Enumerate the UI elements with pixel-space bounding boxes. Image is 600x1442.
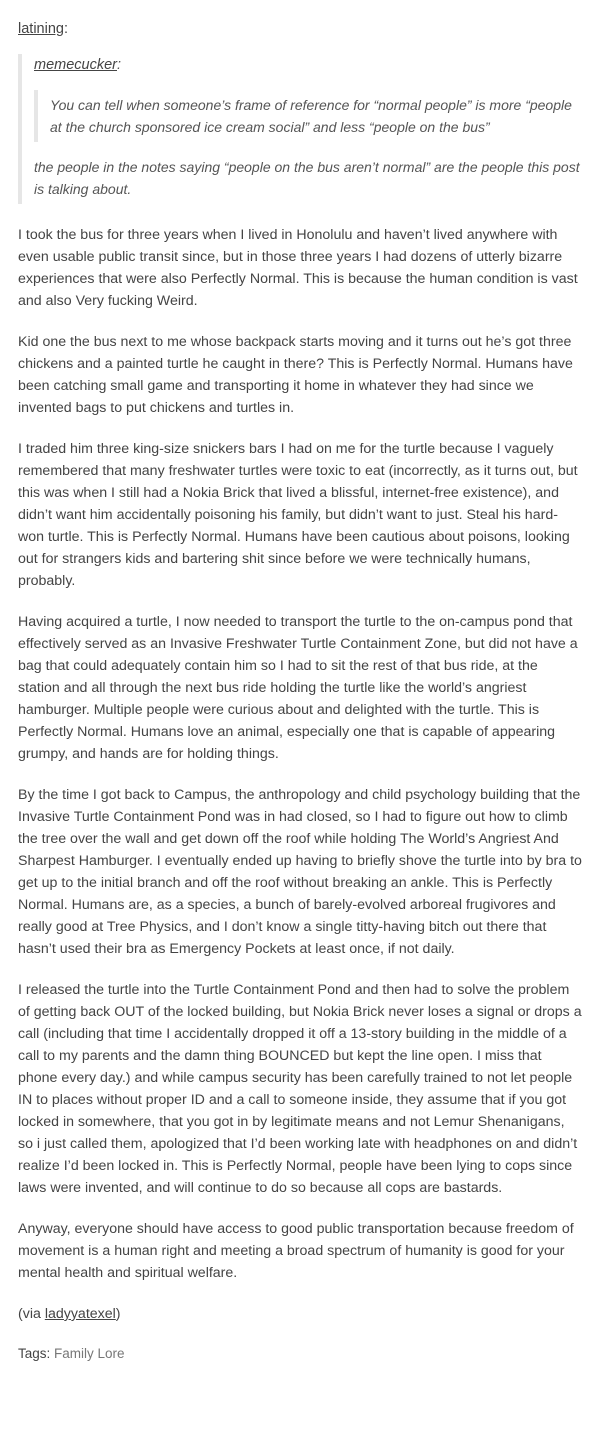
body-paragraph: I traded him three king-size snickers bars I had on me for the turtle because I vaguely remembered that many freshwater turtles were toxic to eat (incorrectly, as it turns out, but this was when I still had a Nokia Brick that lived a blissful, internet-free existence), and didn’t want him accidentally poisoning his family, but didn’t want to just. Steal his hard-won turtle. This is Perfectly Normal. Humans have been cautious about poisons, looking out for strangers kids and bartering shit since before we were technically humans, probably.: [18, 441, 578, 589]
body-paragraph: By the time I got back to Campus, the anthropology and child psychology building that the Invasive Turtle Containment Pond was in had closed, so I had to figure out how to climb the tree over the wall and get down off the roof while holding The World’s Angriest And Sharpest Hamburger. I eventually ended up having to briefly shove the turtle into by bra to get up to the initial branch and off the roof without breaking an ankle. This is Perfectly Normal. Humans are, as a species, a bunch of barely-evolved arboreal frugivores and really good at Tree Physics, and I don’t know a single titty-having bitch out there that hasn’t used their bra as Emergency Pockets at least once, if not daily.: [18, 787, 582, 957]
body-paragraph: Kid one the bus next to me whose backpack starts moving and it turns out he’s got three chickens and a painted turtle he caught in there? This is Perfectly Normal. Humans have been catching small game and transporting it home in whatever they had since we invented bags to put chickens and turtles in.: [18, 334, 573, 416]
quote-author-link[interactable]: memecucker: [34, 57, 117, 73]
reblog-quote: [18, 54, 582, 204]
via-suffix: ): [115, 1306, 121, 1322]
original-post-quote: [34, 90, 582, 142]
tags-label: Tags:: [18, 1346, 55, 1361]
tags-line: [18, 1343, 582, 1365]
body-paragraph: I released the turtle into the Turtle Containment Pond and then had to solve the problem of getting back OUT of the locked building, but Nokia Brick never loses a signal or drops a call (including that time I accidentally dropped it off a 13-story building in the middle of a call to my parents and the damn thing BOUNCED but kept the line open. I miss that phone every day.) and while campus security has been carefully trained to not let people IN to places without proper ID and a call to someone inside, they assume that if you got locked in somewhere, that you got in by legitimate means and not Lemur Shenanigans, so i just called them, apologized that I’d been working late with headphones on and didn’t realize I’d been locked in. This is Perfectly Normal, people have been lying to cops since laws were invented, and will continue to do so because all cops are bastards.: [18, 982, 582, 1196]
original-post-text: You can tell when someone’s frame of reference for “normal people” is more “people at the church sponsored ice cream social” and less “people on the bus”: [50, 97, 572, 135]
tag-link[interactable]: Family Lore: [54, 1346, 125, 1361]
author-colon: :: [63, 21, 68, 37]
quote-author-line: [34, 54, 582, 76]
author-link[interactable]: latining: [18, 21, 64, 37]
via-line: [18, 1303, 582, 1325]
post-author-line: [18, 18, 582, 40]
body-paragraph: Having acquired a turtle, I now needed to transport the turtle to the on-campus pond that effectively served as an Invasive Freshwater Turtle Containment Zone, but did not have a bag that could adequately contain him so I had to sit the rest of that bus ride, at the station and all through the next bus ride holding the turtle like the world’s angriest hamburger. Multiple people were curious about and delighted with the turtle. This is Perfectly Normal. Humans love an animal, especially one that is capable of appearing grumpy, and hands are for holding things.: [18, 614, 578, 762]
via-source-link[interactable]: ladyyatexel: [44, 1306, 116, 1322]
quote-author-colon: :: [117, 57, 122, 73]
via-prefix: (via: [18, 1306, 45, 1322]
body-paragraph: I took the bus for three years when I lived in Honolulu and haven’t lived anywhere with even usable public transit since, but in those three years I had dozens of utterly bizarre experiences that were also Perfectly Normal. This is because the human condition is vast and also Very fucking Weird.: [18, 227, 578, 309]
post: [18, 18, 582, 1365]
quote-reply-text: the people in the notes saying “people on the bus aren’t normal” are the people this post is talking about.: [34, 159, 580, 197]
body-paragraph: Anyway, everyone should have access to good public transportation because freedom of movement is a human right and meeting a broad spectrum of humanity is good for your mental health and spiritual welfare.: [18, 1221, 574, 1281]
